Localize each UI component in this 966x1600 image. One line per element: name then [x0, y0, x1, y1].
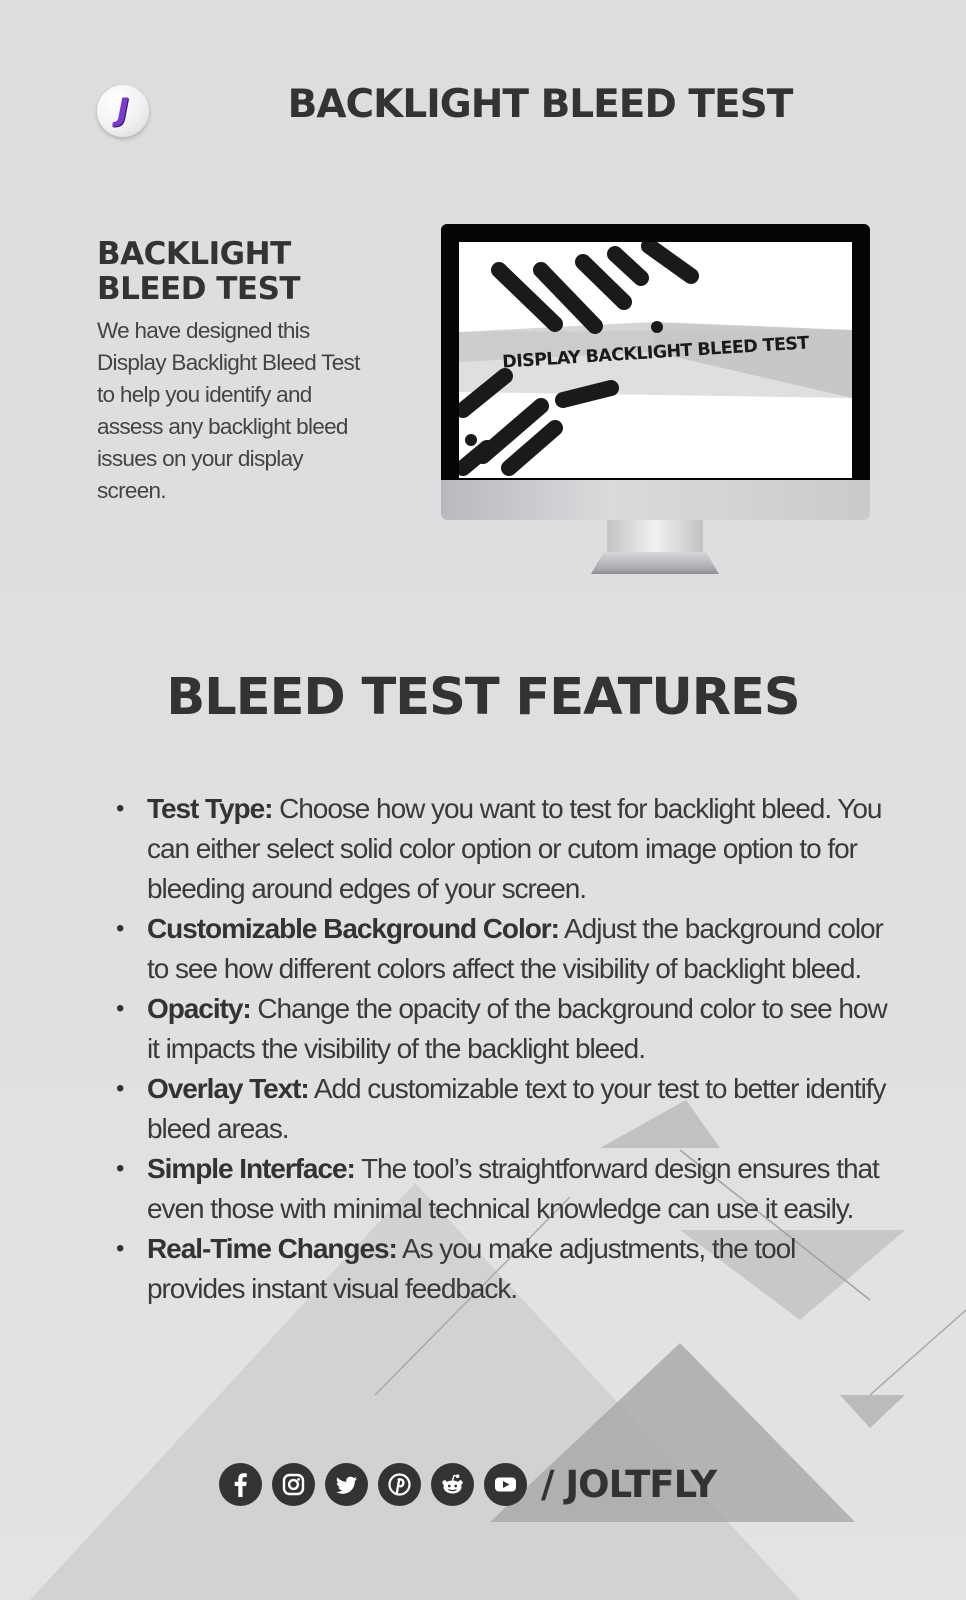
feature-text: The tool’s straightforward design ensures that even those with minimal technical knowledge can use it easily.: [147, 1153, 879, 1224]
screen-caption: DISPLAY BACKLIGHT BLEED TEST: [501, 333, 810, 373]
intro-description: We have designed this Display Backlight Bleed Test to help you identify and assess any backlight bleed issues on your display screen.: [97, 318, 360, 503]
intro-title-line2: BLEED TEST: [97, 271, 301, 307]
feature-real-time-changes: [147, 1229, 887, 1309]
joltfly-logo[interactable]: [97, 85, 149, 137]
feature-label: Test Type:: [147, 793, 273, 824]
intro-section: [97, 237, 367, 507]
monitor-illustration: [441, 224, 870, 580]
feature-label: Real-Time Changes:: [147, 1233, 397, 1264]
facebook-icon[interactable]: [219, 1463, 262, 1506]
feature-overlay-text: [147, 1069, 887, 1149]
feature-label: Simple Interface:: [147, 1153, 355, 1184]
feature-text: Change the opacity of the background color to see how it impacts the visibility of the backlight bleed.: [147, 993, 887, 1064]
footer: [219, 1460, 716, 1508]
monitor-stand-base: [591, 552, 719, 574]
youtube-icon[interactable]: [484, 1463, 527, 1506]
monitor-screen: [459, 242, 852, 478]
instagram-icon[interactable]: [272, 1463, 315, 1506]
feature-simple-interface: [147, 1149, 887, 1229]
logo-letter: J: [117, 91, 129, 128]
twitter-icon[interactable]: [325, 1463, 368, 1506]
features-title: BLEED TEST FEATURES: [166, 668, 800, 727]
feature-text: As you make adjustments, the tool provides instant visual feedback.: [147, 1233, 796, 1304]
monitor-neck: [607, 520, 703, 556]
reddit-icon[interactable]: [431, 1463, 474, 1506]
feature-label: Customizable Background Color:: [147, 913, 559, 944]
feature-label: Overlay Text:: [147, 1073, 309, 1104]
page-title: BACKLIGHT BLEED TEST: [287, 82, 793, 127]
brand-name: / JOLTFLY: [541, 1462, 717, 1506]
feature-text: Adjust the background color to see how different colors affect the visibility of backlight bleed.: [147, 913, 883, 984]
feature-label: Opacity:: [147, 993, 251, 1024]
features-list: [147, 789, 887, 1309]
intro-title: [97, 237, 367, 307]
feature-text: Add customizable text to your test to better identify bleed areas.: [147, 1073, 886, 1144]
feature-background-color: [147, 909, 887, 989]
feature-test-type: [147, 789, 887, 909]
feature-text: Choose how you want to test for backlight bleed. You can either select solid color option or cutom image option to for bleeding around edges of your screen.: [147, 793, 882, 904]
monitor-chin: [441, 480, 870, 520]
feature-opacity: [147, 989, 887, 1069]
pinterest-icon[interactable]: [378, 1463, 421, 1506]
intro-title-line1: BACKLIGHT: [97, 236, 291, 272]
